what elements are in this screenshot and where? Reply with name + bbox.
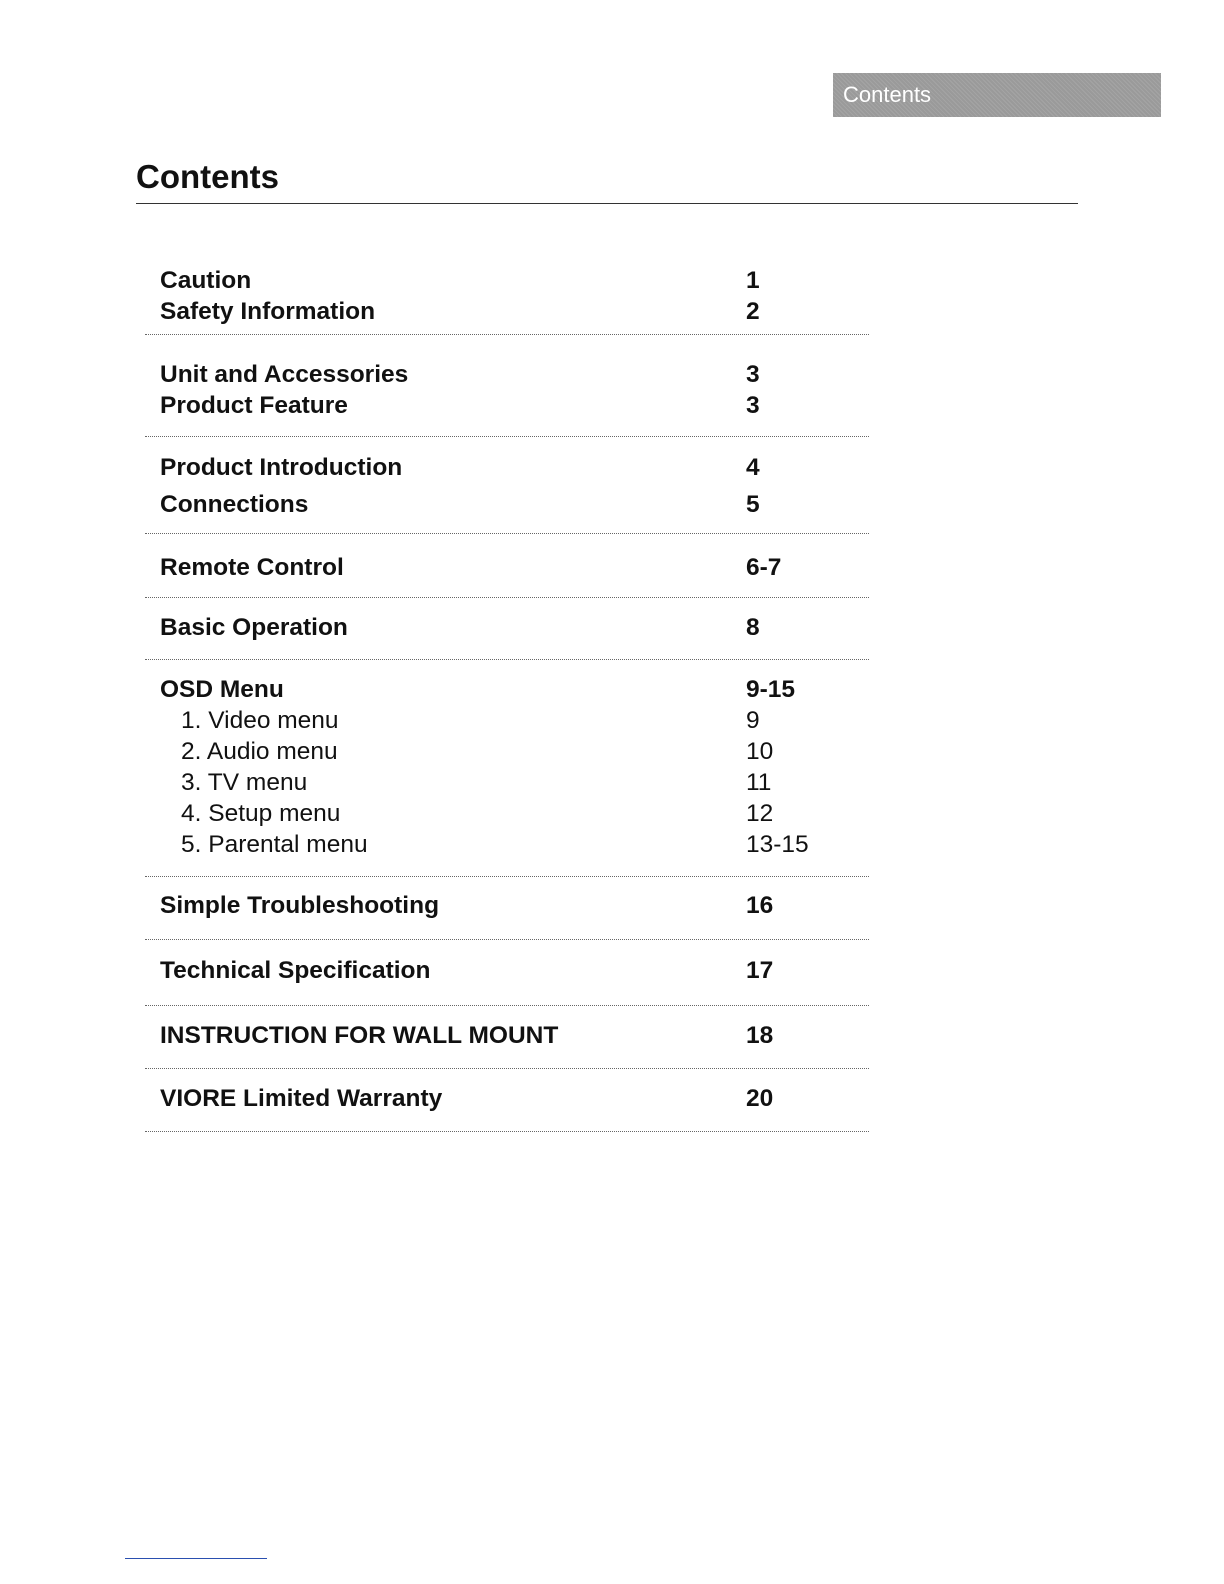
toc-entry-page-number: 8: [746, 614, 760, 641]
toc-group: [145, 877, 869, 940]
toc-group: [145, 1006, 869, 1069]
toc-entry-label: OSD Menu: [160, 676, 284, 703]
toc-subentry[interactable]: [145, 798, 869, 829]
toc-entry-page-number: 1: [746, 267, 760, 294]
toc-group: [145, 1069, 869, 1132]
toc-entry[interactable]: [145, 296, 869, 327]
toc-entry[interactable]: [145, 1020, 869, 1051]
toc-group: [145, 335, 869, 437]
toc-entry-page-number: 12: [746, 800, 774, 827]
toc-entry-page-number: 18: [746, 1022, 774, 1049]
toc-entry[interactable]: [145, 390, 869, 421]
toc-entry-label: 4. Setup menu: [181, 800, 341, 827]
toc-group: [145, 660, 869, 877]
table-of-contents: [145, 262, 869, 1132]
toc-group: [145, 437, 869, 534]
toc-entry-page-number: 9-15: [746, 676, 796, 703]
toc-entry[interactable]: [145, 452, 869, 483]
toc-entry-label: Safety Information: [160, 298, 376, 325]
toc-group: [145, 534, 869, 598]
toc-entry-label: 5. Parental menu: [181, 831, 368, 858]
toc-subentry[interactable]: [145, 767, 869, 798]
section-tab: Contents: [833, 73, 1161, 117]
toc-subentry[interactable]: [145, 829, 869, 860]
title-divider: [136, 203, 1078, 204]
toc-entry[interactable]: [145, 489, 869, 520]
page-title: Contents: [136, 158, 279, 195]
toc-entry[interactable]: [145, 612, 869, 643]
toc-entry[interactable]: [145, 359, 869, 390]
toc-entry[interactable]: [145, 674, 869, 705]
toc-entry-label: Remote Control: [160, 554, 344, 581]
toc-entry[interactable]: [145, 955, 869, 986]
toc-entry-label: Product Introduction: [160, 454, 403, 481]
toc-entry-label: 1. Video menu: [181, 707, 339, 734]
toc-entry-page-number: 13-15: [746, 831, 809, 858]
toc-entry-page-number: 17: [746, 957, 774, 984]
toc-group: [145, 940, 869, 1006]
toc-entry-label: 2. Audio menu: [181, 738, 338, 765]
toc-entry[interactable]: [145, 265, 869, 296]
toc-entry-label: Technical Specification: [160, 957, 431, 984]
toc-entry-page-number: 6-7: [746, 554, 782, 581]
toc-subentry[interactable]: [145, 705, 869, 736]
footer-divider: [125, 1558, 267, 1559]
toc-entry-label: VIORE Limited Warranty: [160, 1085, 443, 1112]
toc-entry-label: Unit and Accessories: [160, 361, 409, 388]
toc-entry-label: Connections: [160, 491, 309, 518]
toc-entry-label: Basic Operation: [160, 614, 348, 641]
toc-entry[interactable]: [145, 552, 869, 583]
toc-entry-label: Caution: [160, 267, 252, 294]
toc-entry-page-number: 4: [746, 454, 760, 481]
toc-entry-page-number: 16: [746, 892, 774, 919]
toc-entry-label: INSTRUCTION FOR WALL MOUNT: [160, 1022, 559, 1049]
toc-entry-label: Product Feature: [160, 392, 348, 419]
toc-entry-page-number: 10: [746, 738, 774, 765]
toc-entry-page-number: 3: [746, 392, 760, 419]
toc-entry-page-number: 20: [746, 1085, 774, 1112]
toc-entry-page-number: 9: [746, 707, 760, 734]
toc-entry[interactable]: [145, 1083, 869, 1114]
toc-entry-page-number: 11: [746, 769, 772, 796]
toc-group: [145, 598, 869, 660]
toc-entry-label: 3. TV menu: [181, 769, 308, 796]
toc-entry-label: Simple Troubleshooting: [160, 892, 440, 919]
toc-group: [145, 262, 869, 335]
toc-subentry[interactable]: [145, 736, 869, 767]
toc-entry-page-number: 2: [746, 298, 760, 325]
toc-entry-page-number: 5: [746, 491, 760, 518]
toc-entry-page-number: 3: [746, 361, 760, 388]
toc-entry[interactable]: [145, 890, 869, 921]
